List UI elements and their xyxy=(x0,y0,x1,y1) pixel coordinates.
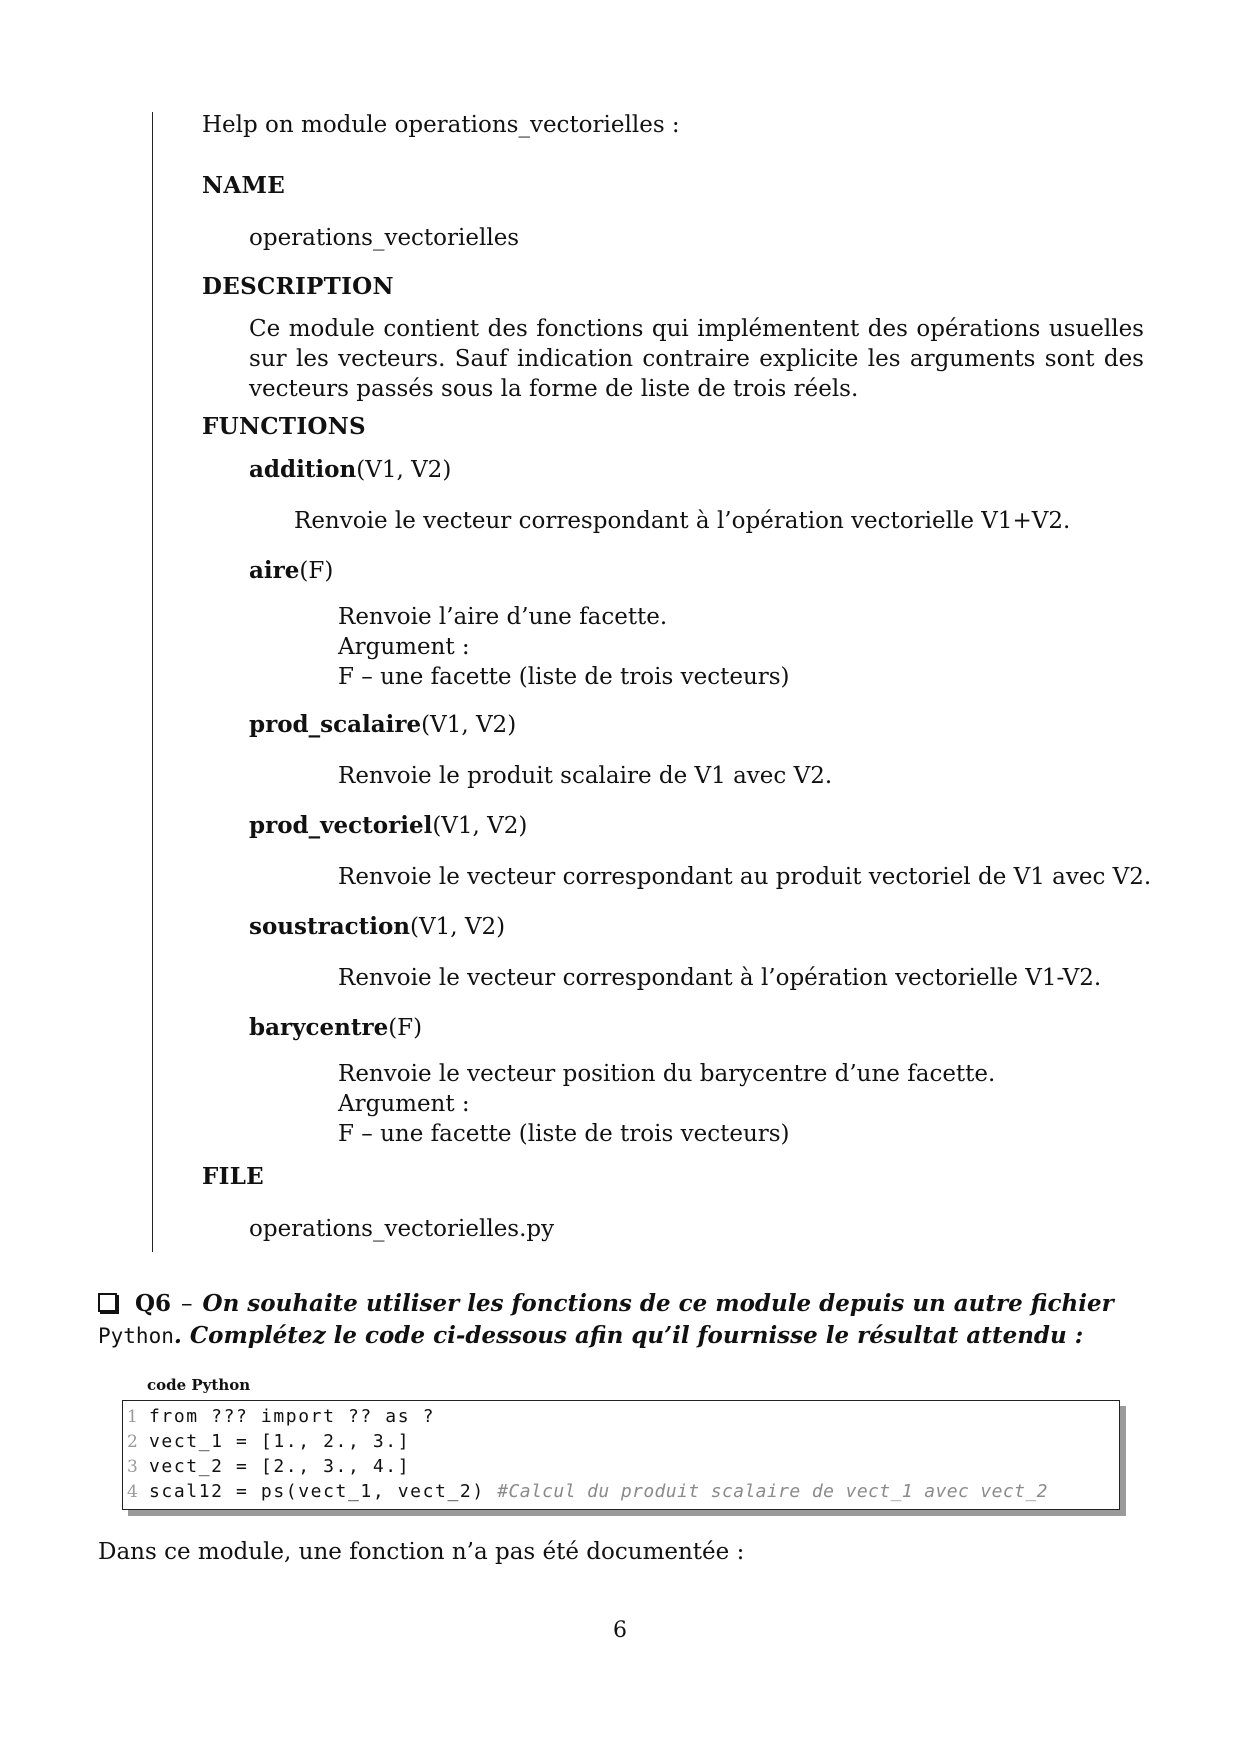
function-name: prod_scalaire xyxy=(249,711,422,738)
question-text-2: . Complétez le code ci-dessous afin qu’il fournisse le résultat attendu : xyxy=(173,1322,1084,1349)
function-signature-prod-vectoriel xyxy=(249,811,527,841)
function-name: barycentre xyxy=(249,1014,389,1041)
code-text: vect_1 = [1., 2., 3.] xyxy=(149,1431,411,1452)
function-doc-prod-scalaire: Renvoie le produit scalaire de V1 avec V2. xyxy=(338,763,833,789)
function-args: (V1, V2) xyxy=(432,813,528,839)
page-number: 6 xyxy=(613,1618,627,1643)
function-args: (V1, V2) xyxy=(356,457,452,483)
code-caption: code Python xyxy=(147,1376,251,1394)
function-signature-barycentre xyxy=(249,1013,422,1043)
function-name: aire xyxy=(249,557,300,584)
line-number: 3 xyxy=(127,1457,138,1477)
function-signature-aire xyxy=(249,556,333,586)
code-line xyxy=(123,1479,1048,1504)
line-number: 2 xyxy=(127,1432,138,1452)
code-listing xyxy=(122,1400,1120,1510)
doc-line: Argument : xyxy=(338,1091,470,1117)
line-number: 4 xyxy=(127,1482,138,1502)
function-doc-addition: Renvoie le vecteur correspondant à l’opération vectorielle V1+V2. xyxy=(294,508,1071,534)
function-signature-prod-scalaire xyxy=(249,710,516,740)
function-name: addition xyxy=(249,456,357,483)
question-text-1: On souhaite utiliser les fonctions de ce module depuis un autre fichier xyxy=(202,1290,1114,1317)
question-line-1 xyxy=(98,1288,1148,1320)
description-text: Ce module contient des fonctions qui implémentent des opérations usuelles sur les vecteurs. Sauf indication contraire explicite les arguments sont des vecteurs passés sous la forme de liste de trois réels. xyxy=(249,316,1144,402)
function-args: (V1, V2) xyxy=(410,914,506,940)
question-dash: – xyxy=(181,1291,193,1317)
file-name: operations_vectorielles.py xyxy=(249,1216,555,1242)
code-text: from ??? import ?? as ? xyxy=(149,1406,436,1427)
function-args: (V1, V2) xyxy=(421,712,517,738)
code-line xyxy=(123,1454,410,1479)
checkbox-icon[interactable] xyxy=(98,1293,117,1312)
function-signature-soustraction xyxy=(249,912,505,942)
function-name: prod_vectoriel xyxy=(249,812,433,839)
question-number: Q6 xyxy=(135,1290,172,1317)
file-heading: FILE xyxy=(202,1163,264,1190)
doc-line: Argument : xyxy=(338,634,470,660)
module-name: operations_vectorielles xyxy=(249,225,520,251)
code-comment: #Calcul du produit scalaire de vect_1 avec vect_2 xyxy=(497,1481,1048,1502)
function-signature-addition xyxy=(249,455,451,485)
python-word: Python xyxy=(98,1324,174,1348)
function-doc-prod-vectoriel: Renvoie le vecteur correspondant au produit vectoriel de V1 avec V2. xyxy=(338,864,1152,890)
line-number: 1 xyxy=(127,1407,138,1427)
code-line xyxy=(123,1429,410,1454)
function-args: (F) xyxy=(388,1015,423,1041)
function-args: (F) xyxy=(299,558,334,584)
code-text: vect_2 = [2., 3., 4.] xyxy=(149,1456,411,1477)
doc-line: F – une facette (liste de trois vecteurs) xyxy=(338,664,790,690)
doc-line: F – une facette (liste de trois vecteurs) xyxy=(338,1121,790,1147)
code-line xyxy=(123,1404,435,1429)
code-text: scal12 = ps(vect_1, vect_2) xyxy=(149,1481,498,1502)
doc-line: Renvoie l’aire d’une facette. xyxy=(338,604,668,630)
description-heading: DESCRIPTION xyxy=(202,273,394,300)
doc-line: Renvoie le vecteur position du barycentre d’une facette. xyxy=(338,1061,996,1087)
function-doc-aire xyxy=(338,602,790,692)
function-name: soustraction xyxy=(249,913,411,940)
function-doc-soustraction: Renvoie le vecteur correspondant à l’opération vectorielle V1-V2. xyxy=(338,965,1102,991)
question-line-2 xyxy=(98,1320,1148,1352)
function-doc-barycentre xyxy=(338,1059,995,1149)
footer-paragraph: Dans ce module, une fonction n’a pas été documentée : xyxy=(98,1539,745,1565)
help-intro: Help on module operations_vectorielles : xyxy=(202,112,680,138)
name-heading: NAME xyxy=(202,172,286,199)
functions-heading: FUNCTIONS xyxy=(202,413,366,440)
